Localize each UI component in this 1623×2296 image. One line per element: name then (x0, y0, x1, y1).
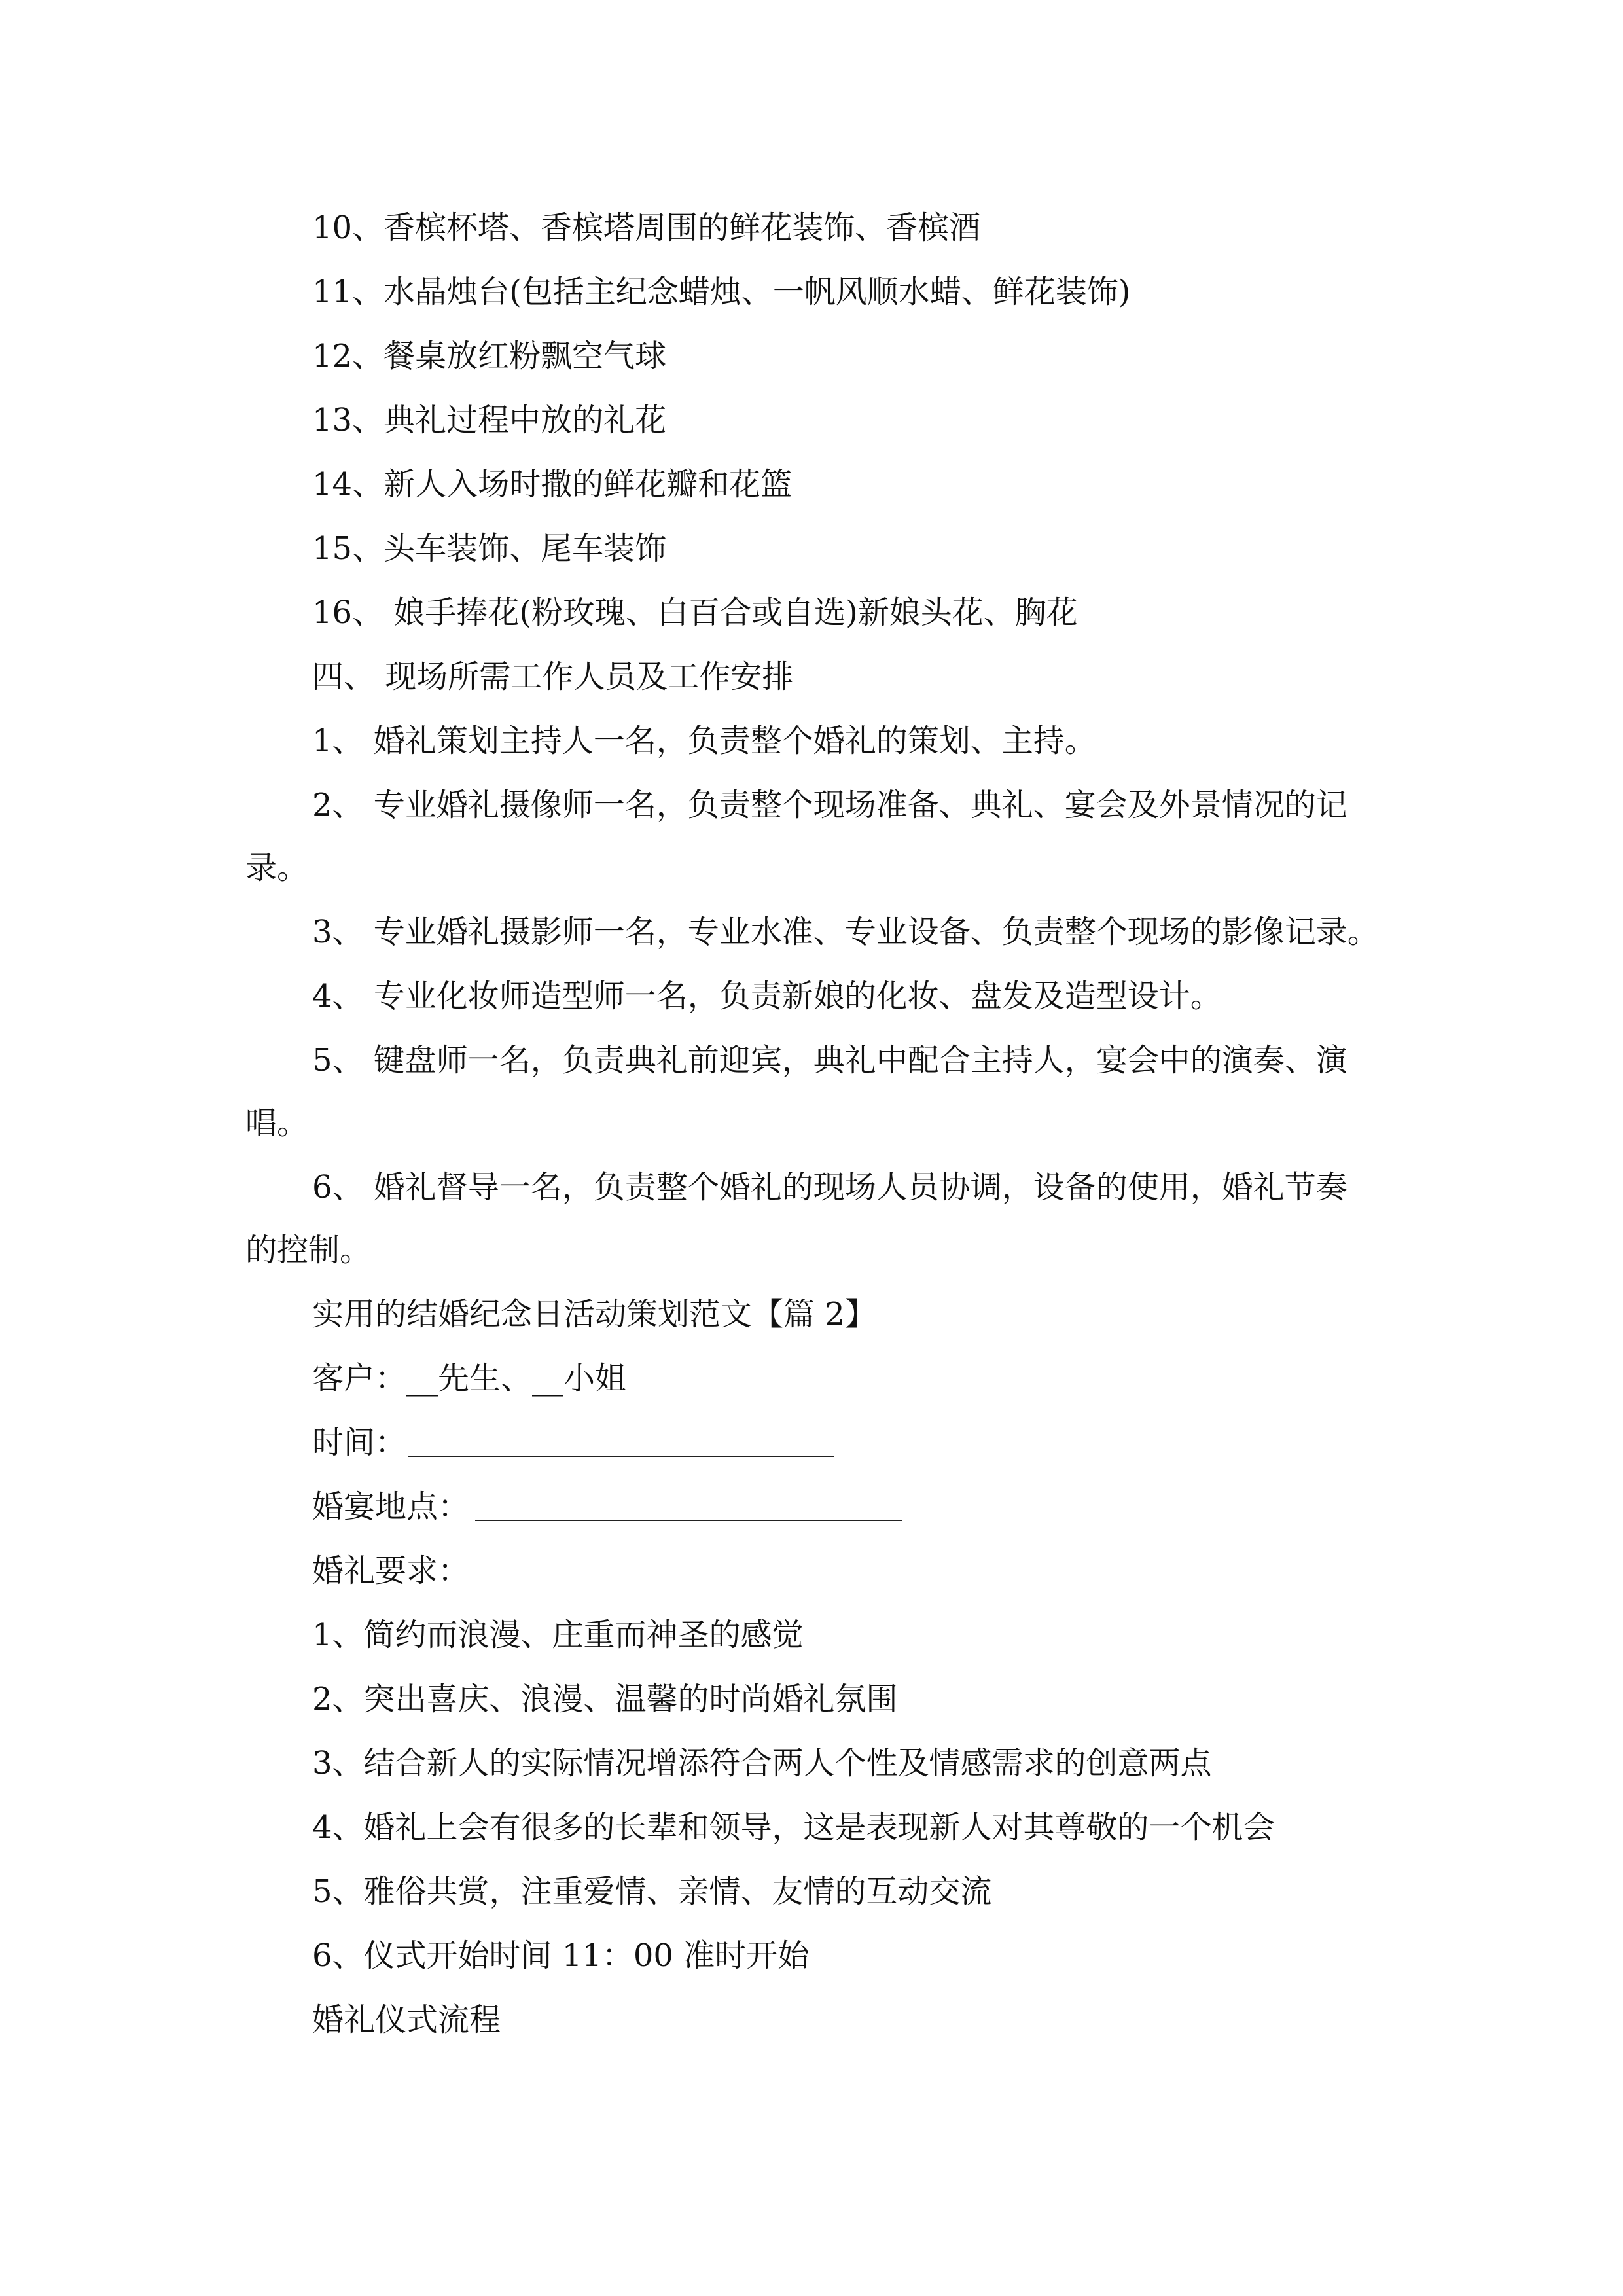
requirement-item: 2、突出喜庆、浪漫、温馨的时尚婚礼氛围 (312, 1681, 898, 1717)
staff-item: 1、 婚礼策划主持人一名，负责整个婚礼的策划、主持。 (312, 723, 1096, 759)
list-item: 10、香槟杯塔、香槟塔周围的鲜花装饰、香槟酒 (312, 209, 981, 246)
staff-item: 3、 专业婚礼摄影师一名，专业水准、专业设备、负责整个现场的影像记录。 (312, 914, 1379, 950)
time-blank-line (408, 1456, 834, 1457)
list-item: 13、典礼过程中放的礼花 (312, 402, 667, 439)
staff-item: 4、 专业化妆师造型师一名，负责新娘的化妆、盘发及造型设计。 (312, 978, 1222, 1014)
venue-label: 婚宴地点： (312, 1488, 470, 1525)
time-label: 时间： (312, 1424, 407, 1461)
requirement-item: 6、仪式开始时间 11：00 准时开始 (312, 1937, 810, 1974)
list-item: 15、头车装饰、尾车装饰 (312, 530, 667, 567)
staff-item: 6、 婚礼督导一名，负责整个婚礼的现场人员协调，设备的使用，婚礼节奏 (312, 1169, 1347, 1206)
requirement-item: 1、简约而浪漫、庄重而神圣的感觉 (312, 1617, 804, 1653)
requirement-item: 4、婚礼上会有很多的长辈和领导，这是表现新人对其尊敬的一个机会 (312, 1809, 1275, 1846)
requirements-heading: 婚礼要求： (312, 1552, 470, 1589)
list-item: 11、水晶烛台(包括主纪念蜡烛、一帆风顺水蜡、鲜花装饰) (312, 274, 1131, 310)
ceremony-heading: 婚礼仪式流程 (312, 2001, 501, 2038)
staff-item-continuation: 录。 (245, 850, 309, 886)
client-line: 客户：__先生、__小姐 (312, 1360, 627, 1397)
list-item: 16、 娘手捧花(粉玫瑰、白百合或自选)新娘头花、胸花 (312, 594, 1078, 631)
staff-item: 2、 专业婚礼摄像师一名，负责整个现场准备、典礼、宴会及外景情况的记 (312, 787, 1347, 823)
section-title: 实用的结婚纪念日活动策划范文【篇 2】 (312, 1296, 876, 1333)
staff-item-continuation: 的控制。 (245, 1232, 372, 1268)
staff-item: 5、 键盘师一名，负责典礼前迎宾，典礼中配合主持人，宴会中的演奏、演 (312, 1042, 1347, 1079)
requirement-item: 5、雅俗共赏，注重爱情、亲情、友情的互动交流 (312, 1873, 992, 1910)
list-item: 14、新人入场时撒的鲜花瓣和花篮 (312, 466, 793, 503)
list-item: 12、餐桌放红粉飘空气球 (312, 338, 667, 374)
requirement-item: 3、结合新人的实际情况增添符合两人个性及情感需求的创意两点 (312, 1745, 1212, 1782)
venue-blank-line (475, 1520, 902, 1521)
section-heading: 四、 现场所需工作人员及工作安排 (312, 658, 794, 695)
staff-item-continuation: 唱。 (245, 1105, 309, 1141)
